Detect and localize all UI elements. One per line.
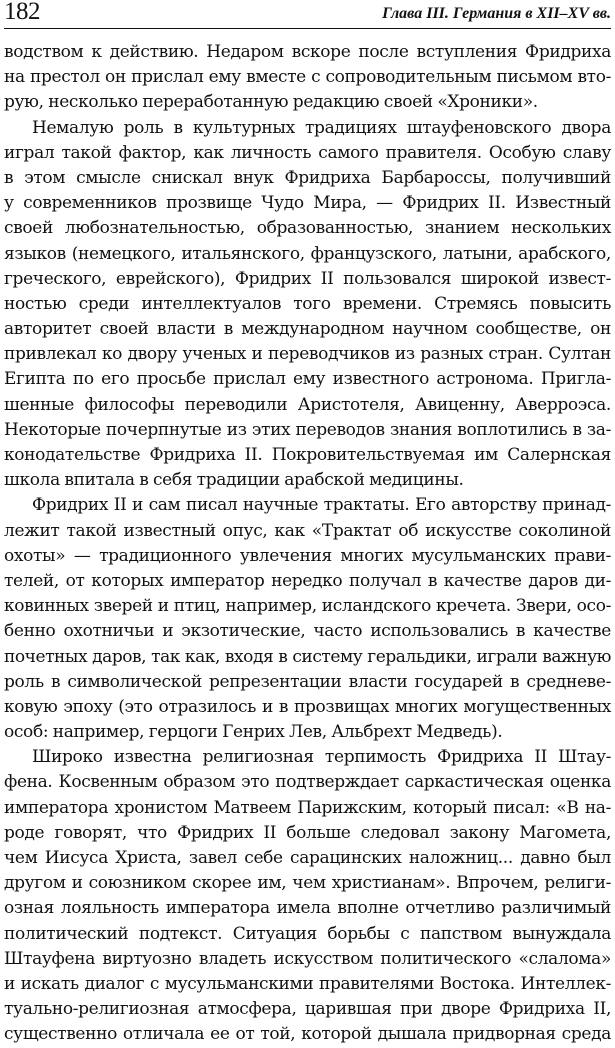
text-line: рую, несколько переработанную редакцию своей «Хроники». <box>4 92 538 113</box>
text-line: бенно охотничьи и экзотические, часто использовались в качестве <box>4 621 611 642</box>
running-head: Глава III. Германия в XII–XV вв. <box>382 5 611 22</box>
text-line: у современников прозвище Чудо Мира, — Фридрих II. Известный <box>4 193 611 214</box>
text-line: другом и союзником скорее им, чем христианам». Впрочем, религи- <box>4 873 611 894</box>
text-line: школа впитала в себя традиции арабской медицины. <box>4 470 464 491</box>
text-line: и искать диалог с мусульманскими правителями Востока. Интеллек- <box>4 973 611 994</box>
text-line: политический подтекст. Ситуация борьбы с папством вынуждала <box>4 923 611 944</box>
text-line: лежит такой известный опус, как «Трактат об искусстве соколиной <box>4 520 611 541</box>
text-line: привлекал ко двору ученых и переводчиков из разных стран. Султан <box>4 344 611 365</box>
text-line: Фридрих II и сам писал научные трактаты. Его авторству принад- <box>32 495 611 516</box>
text-line: греческого, еврейского), Фридрих II пользовался широкой извест- <box>4 268 611 289</box>
page-number: 182 <box>4 0 40 25</box>
text-line: роль в символической репрезентации власти государей в средневе- <box>4 671 611 692</box>
text-line: Штауфена виртуозно владеть искусством политического «слалома» <box>4 948 611 969</box>
text-line: почетных даров, так как, входя в систему геральдики, играли важную <box>4 646 611 667</box>
text-line: Египта по его просьбе прислал ему известного астронома. Пригла- <box>4 369 611 390</box>
text-line: Широко известна религиозная терпимость Фридриха II Штау- <box>32 747 611 768</box>
text-line: туально-религиозная атмосфера, царившая при дворе Фридриха II, <box>4 999 611 1020</box>
text-line: Немалую роль в культурных традициях штауфеновского двора <box>32 117 611 138</box>
text-line: ковую эпоху (это отразилось и в прозвищах многих могущественных <box>4 696 611 717</box>
body-text <box>4 40 611 1048</box>
text-line: своей любознательностью, образованностью, знанием нескольких <box>4 218 611 239</box>
text-line: чем Иисуса Христа, завел себе сарацинских наложниц... давно был <box>4 848 611 868</box>
text-line: особ: например, герцоги Генрих Лев, Альбрехт Медведь). <box>4 722 503 743</box>
text-line: охоты» — традиционного увлечения многих мусульманских прави- <box>4 545 611 566</box>
text-line: императора хронистом Матвеем Парижским, который писал: «В на- <box>4 797 611 818</box>
text-line: существенно отличала ее от той, которой дышала придворная среда <box>4 1024 611 1045</box>
text-line: в этом смысле снискал внук Фридриха Барбароссы, получивший <box>4 167 611 188</box>
text-line: озная лояльность императора имела вполне отчетливо различимый <box>4 898 611 919</box>
text-line: водством к действию. Недаром вскоре после вступления Фридриха <box>4 42 611 62</box>
text-line: ностью среди интеллектуалов того времени. Стремясь повысить <box>4 293 611 314</box>
text-line: на престол он прислал ему вместе с сопроводительным письмом вто- <box>4 67 611 88</box>
text-line: фена. Косвенным образом это подтверждает саркастическая оценка <box>4 772 611 793</box>
text-line: телей, от которых император нередко получал в качестве даров ди- <box>4 570 611 591</box>
text-line: Некоторые почерпнутые из этих переводов знания воплотились в за- <box>4 419 611 440</box>
text-line: конодательстве Фридриха II. Покровительствуемая им Салернская <box>4 445 611 465</box>
text-line: играл такой фактор, как личность самого правителя. Особую славу <box>4 142 611 163</box>
text-line: шенные философы переводили Аристотеля, Авиценну, Аверроэса. <box>4 394 611 415</box>
header-rule <box>4 28 611 29</box>
text-line: языков (немецкого, итальянского, французского, латыни, арабского, <box>4 243 611 264</box>
text-line: роде говорят, что Фридрих II больше следовал закону Магомета, <box>4 822 611 843</box>
page-header <box>4 0 611 30</box>
text-line: ковинных зверей и птиц, например, исландского кречета. Звери, осо- <box>4 596 611 617</box>
text-line: авторитет своей власти в международном научном сообществе, он <box>4 319 611 340</box>
